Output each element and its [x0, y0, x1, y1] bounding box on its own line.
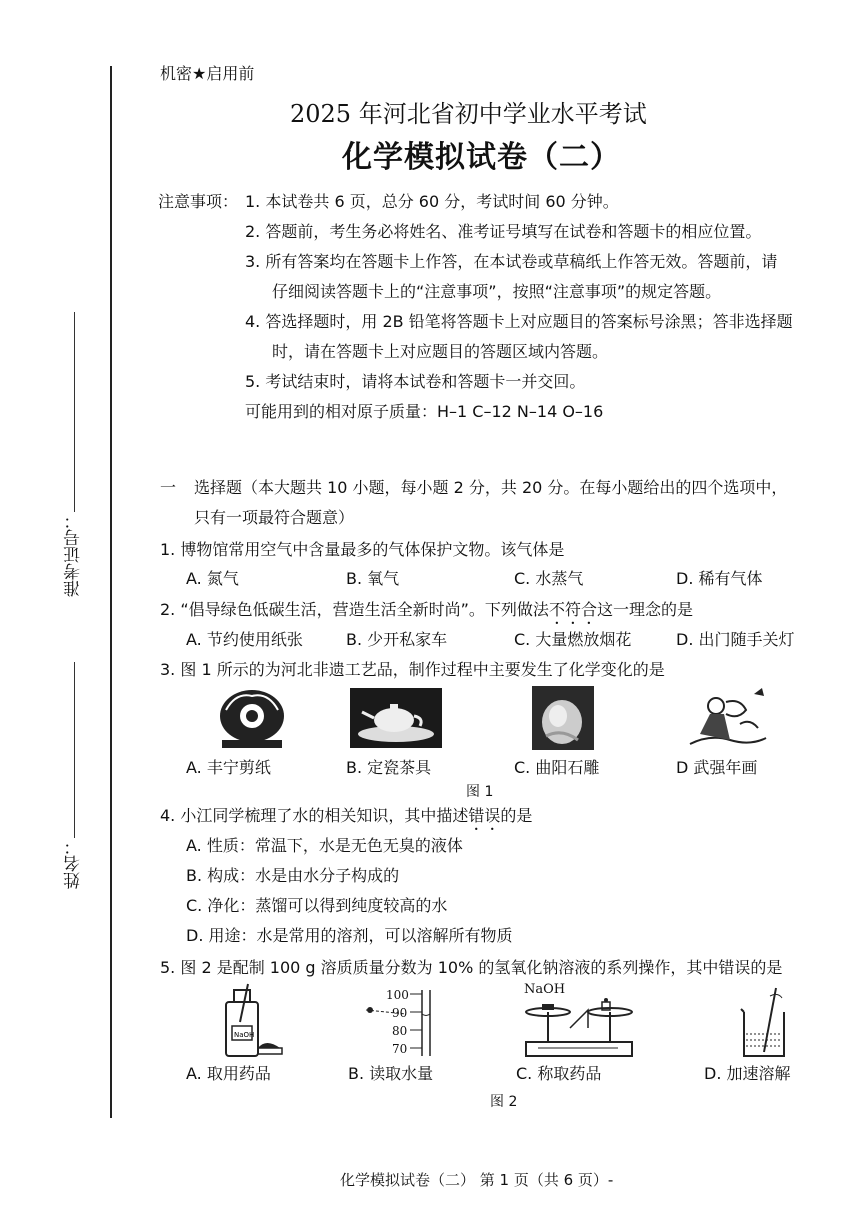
- section-title-cont: 只有一项最符合题意）: [194, 508, 355, 527]
- exam-title: 2025 年河北省初中学业水平考试: [290, 100, 647, 128]
- question-stem: 3. 图 1 所示的为河北非遗工艺品，制作过程中主要发生了化学变化的是: [160, 660, 665, 679]
- stone-carving-image: [532, 686, 594, 750]
- option-b: B. 读取水量: [348, 1064, 434, 1083]
- option-c: C. 称取药品: [516, 1064, 602, 1083]
- reagent-bottle-image: [214, 982, 290, 1060]
- option-d: D. 加速溶解: [704, 1064, 791, 1083]
- confidential-mark: 机密★启用前: [160, 64, 255, 83]
- option-a: A. 取用药品: [186, 1064, 271, 1083]
- option-d: D. 稀有气体: [676, 569, 763, 588]
- option-b: B. 构成：水是由水分子构成的: [186, 866, 400, 885]
- note-item: 3. 所有答案均在答题卡上作答，在本试卷或草稿纸上作答无效。答题前，请: [245, 252, 778, 271]
- paper-subtitle: 化学模拟试卷（二）: [342, 140, 621, 175]
- tick-label: 100: [386, 988, 409, 1002]
- figure-caption: 图 2: [490, 1094, 518, 1110]
- new-year-painting-image: [680, 684, 770, 750]
- note-item: 仔细阅读答题卡上的“注意事项”，按照“注意事项”的规定答题。: [272, 282, 722, 301]
- option-c: C. 净化：蒸馏可以得到纯度较高的水: [186, 896, 448, 915]
- section-title: 选择题（本大题共 10 小题，每小题 2 分，共 20 分。在每小题给出的四个选项中，: [194, 478, 788, 497]
- balance-scale-image: [518, 998, 638, 1060]
- option-b: B. 定瓷茶具: [346, 758, 432, 777]
- question-stem: 1. 博物馆常用空气中含量最多的气体保护文物。该气体是: [160, 540, 565, 559]
- option-c: C. 曲阳石雕: [514, 758, 600, 777]
- name-line: [74, 662, 75, 838]
- option-a: A. 性质：常温下，水是无色无臭的液体: [186, 836, 463, 855]
- atomic-mass-line: 可能用到的相对原子质量：H–1 C–12 N–14 O–16: [245, 402, 604, 421]
- option-d: D 武强年画: [676, 758, 758, 777]
- name-label: 姓名：: [64, 838, 84, 889]
- porcelain-teaset-image: [350, 688, 442, 748]
- note-item: 时，请在答题卡上对应题目的答题区域内答题。: [272, 342, 609, 361]
- tick-label: 80: [392, 1024, 408, 1038]
- binding-line: [110, 66, 112, 1118]
- note-item: 2. 答题前，考生务必将姓名、准考证号填写在试卷和答题卡的相应位置。: [245, 222, 762, 241]
- note-item: 5. 考试结束时，请将本试卷和答题卡一并交回。: [245, 372, 586, 391]
- option-b: B. 少开私家车: [346, 630, 448, 649]
- option-d: D. 用途：水是常用的溶剂，可以溶解所有物质: [186, 926, 513, 945]
- question-stem: 4. 小江同学梳理了水的相关知识，其中描述错误的是: [160, 806, 533, 825]
- beaker-stirring-image: [738, 986, 792, 1060]
- question-stem: 2. “倡导绿色低碳生活，营造生活全新时尚”。下列做法不符合这一理念的是: [160, 600, 693, 619]
- notes-label: 注意事项：: [158, 192, 239, 211]
- option-a: A. 丰宁剪纸: [186, 758, 271, 777]
- page-footer: 化学模拟试卷（二） 第 1 页（共 6 页）-: [340, 1171, 614, 1189]
- option-c: C. 大量燃放烟花: [514, 630, 632, 649]
- option-a: A. 节约使用纸张: [186, 630, 303, 649]
- papercut-image: [212, 686, 292, 752]
- exam-id-label: 准考证号：: [64, 512, 84, 597]
- section-number: 一: [160, 478, 177, 497]
- option-b: B. 氧气: [346, 569, 400, 588]
- svg-text:NaOH: NaOH: [234, 1031, 255, 1039]
- option-d: D. 出门随手关灯: [676, 630, 795, 649]
- question-stem: 5. 图 2 是配制 100 g 溶质质量分数为 10% 的氢氧化钠溶液的系列操作，其中错误的是: [160, 958, 783, 977]
- tick-label: 70: [392, 1042, 408, 1056]
- option-c: C. 水蒸气: [514, 569, 584, 588]
- note-item: 4. 答选择题时，用 2B 铅笔将答题卡上对应题目的答案标号涂黑；答非选择题: [245, 312, 793, 331]
- exam-id-line: [74, 312, 75, 512]
- tick-label: 90: [392, 1006, 408, 1020]
- note-item: 1. 本试卷共 6 页，总分 60 分，考试时间 60 分钟。: [245, 192, 619, 211]
- figure-caption: 图 1: [466, 784, 494, 800]
- option-a: A. 氮气: [186, 569, 239, 588]
- naoh-label: NaOH: [524, 982, 566, 997]
